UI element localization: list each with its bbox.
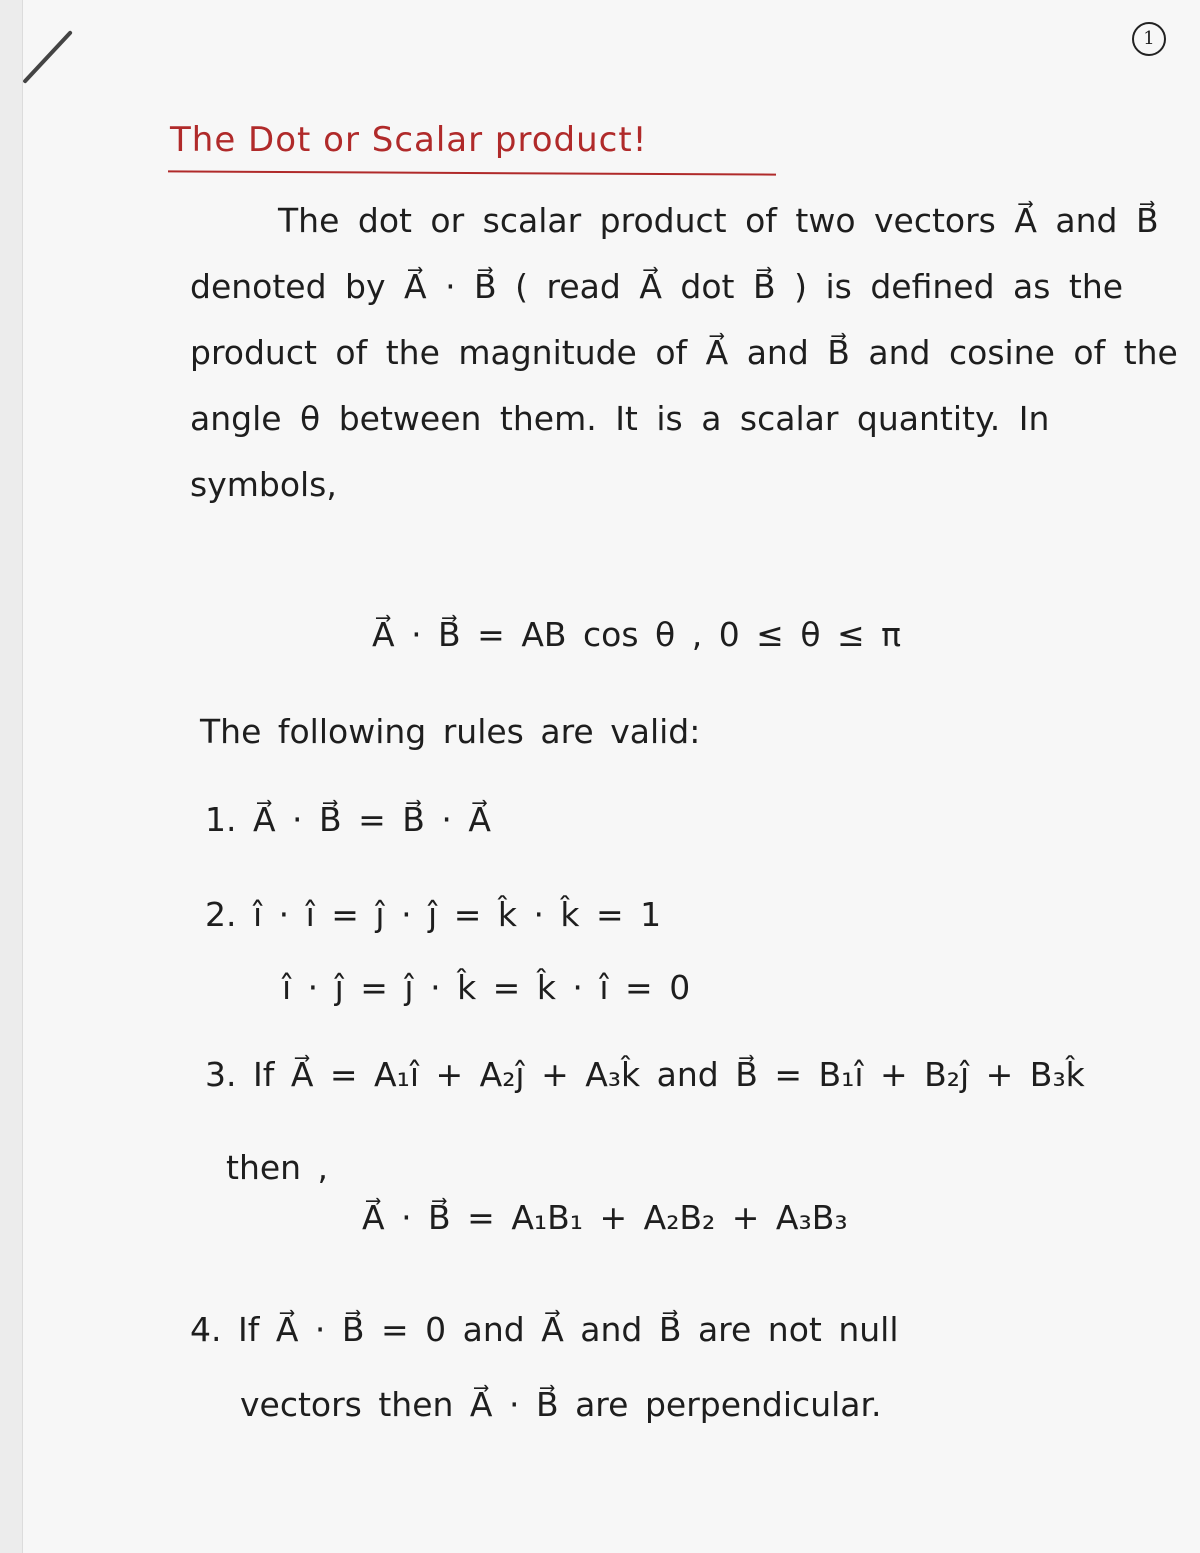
rule-3-line-1: 3. If A⃗ = A₁î + A₂ĵ + A₃k̂ and B⃗ = B₁î + B₂ĵ + B₃k̂ [205,1055,1085,1094]
rule-2-line-1: 2. î · î = ĵ · ĵ = k̂ · k̂ = 1 [205,895,662,934]
title-underline [168,170,776,175]
rule-4-line-2: vectors then A⃗ · B⃗ are perpendicular. [240,1385,882,1424]
scan-page-edge [0,0,23,1553]
rule-3-line-2: A⃗ · B⃗ = A₁B₁ + A₂B₂ + A₃B₃ [362,1198,848,1237]
definition-paragraph: The dot or scalar product of two vectors A⃗ and B⃗ denoted by A⃗ · B⃗ ( read A⃗ dot B⃗ ) is defined as the product of the magnitude of A⃗ and B⃗ and cosine of the angle θ between them. It is a scalar quantity. In symbols, [190,201,1178,504]
dot-product-equation: A⃗ · B⃗ = AB cos θ , 0 ≤ θ ≤ π [372,615,902,654]
page-number: 1 [1132,22,1166,56]
rule-2-line-2: î · ĵ = ĵ · k̂ = k̂ · î = 0 [282,968,691,1007]
rule-1: 1. A⃗ · B⃗ = B⃗ · A⃗ [205,800,491,839]
rules-intro: The following rules are valid: [200,712,701,751]
pen-stroke-mark [22,30,73,84]
page-title: The Dot or Scalar product! [170,120,648,160]
rule-4-line-1: 4. If A⃗ · B⃗ = 0 and A⃗ and B⃗ are not null [190,1310,899,1349]
rule-3-then: then , [226,1148,329,1187]
